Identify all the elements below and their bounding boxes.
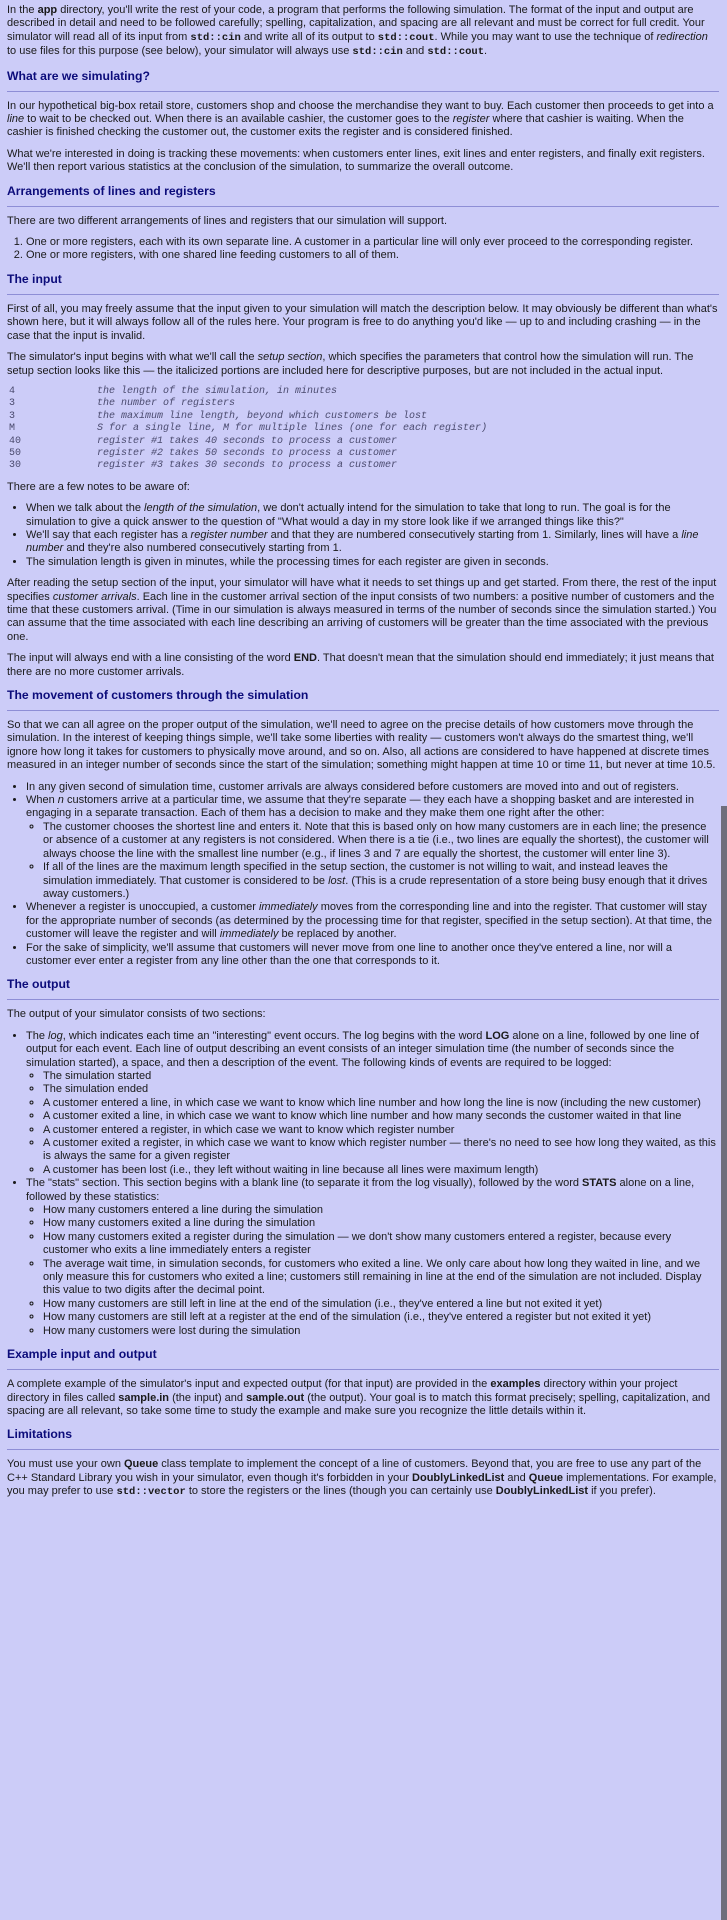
list-item: ◦ A customer entered a register, in which case we want to know which register number <box>43 1124 719 1137</box>
list-item: ◦ How many customers were lost during the simulation <box>43 1325 719 1338</box>
list-item: ◦ A customer has been lost (i.e., they left without waiting in line because all lines were maximum length) <box>43 1164 719 1177</box>
document <box>7 4 719 1508</box>
arrangements-list <box>7 236 719 263</box>
file-sample-out: sample.out <box>246 1391 305 1404</box>
list-item <box>26 1030 719 1177</box>
output-paragraph: The output of your simulator consists of two sections: <box>7 1008 266 1021</box>
text: In the <box>7 4 38 16</box>
list-item <box>26 794 719 901</box>
term: lost <box>328 874 346 887</box>
text: . While you may want to use the technique of <box>434 30 657 43</box>
code-value: 3 <box>9 410 16 422</box>
divider <box>7 710 719 711</box>
text: (the input) and <box>169 1391 247 1404</box>
code-value: 50 <box>9 447 22 459</box>
divider <box>7 1449 719 1450</box>
list-item <box>26 502 719 529</box>
text: be replaced by another. <box>278 928 397 941</box>
text: , which indicates each time an "interesting" event occurs. The log begins with the word <box>62 1029 486 1042</box>
sub-list <box>26 1204 719 1338</box>
text: to wait to be checked out. When there is an available cashier, the customer goes to the <box>24 113 453 126</box>
code-value: 30 <box>9 460 22 472</box>
code-desc: register #3 takes 30 seconds to process a customer <box>97 460 398 472</box>
text: customers arrive at a particular time, we assume that they're separate — they each have a shopping basket and are interested in engaging in a separate transaction. Each of them has a decision to make and they make them one right after the other: <box>26 794 694 820</box>
text: . (This is a crude representation of a store being busy enough that it drives away customers.) <box>43 874 708 900</box>
code-row <box>7 411 719 423</box>
text: , which specifies the parameters that control how the simulation will run. The setup section looks like this — the italicized portions are included here for descriptive purposes, but are not included in the actual input. <box>7 351 694 377</box>
list-item: • For the sake of simplicity, we'll assume that customers will never move from one line to another once they've entered a line, nor will a customer ever enter a register from any line other than the one that corresponds to it. <box>26 942 719 969</box>
list-item <box>26 529 719 556</box>
text: The "stats" section. This section begins with a blank line (to separate it from the log visually), followed by the word <box>26 1177 583 1190</box>
list-item <box>43 861 719 901</box>
dir-examples: examples <box>490 1378 541 1391</box>
heading-input: The input <box>7 271 62 286</box>
term: n <box>57 794 64 807</box>
divider <box>7 91 719 92</box>
code-value: 3 <box>9 398 16 410</box>
list-item: ◦ How many customers exited a register during the simulation — we don't show many customers entered a register, because every customer who exits a line immediately enters a register <box>43 1231 719 1258</box>
list-item: ◦ The simulation started <box>43 1070 719 1083</box>
code-desc: S for a single line, M for multiple lines (one for each register) <box>97 423 488 435</box>
heading-example: Example input and output <box>7 1347 157 1362</box>
input-paragraph-4 <box>7 652 719 679</box>
text: (the output). Your goal is to match this format precisely; spelling, capitalization, and spacing are all relevant, so take some time to study the example and make sure you recognize the little details within it. <box>7 1391 711 1417</box>
redirection-term: redirection <box>656 30 708 43</box>
sub-list <box>26 821 719 901</box>
setup-code-block <box>7 386 719 473</box>
list-item: 2. One or more registers, with one shared line feeding customers to all of them. <box>26 249 719 262</box>
term: length of the simulation <box>144 502 258 515</box>
text: , we don't actually intend for the simulation to take that long to run. The goal is for the simulation to give a quick answer to the question of "What would a day in my store look like if we arranged things like this?" <box>26 502 671 528</box>
list-item: ◦ How many customers entered a line during the simulation <box>43 1204 719 1217</box>
class-queue: Queue <box>528 1471 564 1484</box>
list-item <box>26 1177 719 1338</box>
code-row <box>7 398 719 410</box>
code-cout: std::cout <box>427 46 485 59</box>
list-item: • The simulation length is given in minutes, while the processing times for each register are given in seconds. <box>26 556 719 569</box>
code-vector: std::vector <box>116 1486 186 1499</box>
text: A complete example of the simulator's input and expected output (for that input) are provided in the <box>7 1378 491 1391</box>
code-value: 4 <box>9 385 16 397</box>
divider <box>7 206 719 207</box>
text: alone on a line, followed by these statistics: <box>26 1177 695 1203</box>
text: directory, you'll write the rest of your code, a program that performs the following simulation. The format of the input and output are described in detail and need to be followed carefully; spelling, capitalization, and spacing are all relevant and must be correct for full credit. Your simulator will read all of its input from <box>7 4 705 43</box>
term-register: register <box>452 113 490 126</box>
list-item: ◦ The average wait time, in simulation seconds, for customers who exited a line. We only care about how long they waited in line, and we only measure this for customers who exited a line; customers still remaining in line at the end of the simulation are not included. Display this value to two digits after the decimal point. <box>43 1258 719 1298</box>
text: and write all of its output to <box>240 30 378 43</box>
divider <box>7 1369 719 1370</box>
heading-simulating: What are we simulating? <box>7 68 150 83</box>
keyword-stats: STATS <box>582 1177 617 1190</box>
arrangements-paragraph: There are two different arrangements of lines and registers that our simulation will support. <box>7 214 448 227</box>
code-value: 40 <box>9 435 22 447</box>
list-item: 1. One or more registers, each with its own separate line. A customer in a particular line will only ever proceed to the corresponding register. <box>26 236 719 249</box>
class-dll: DoublyLinkedList <box>495 1485 589 1498</box>
class-queue: Queue <box>124 1458 159 1471</box>
list-item: ◦ A customer entered a line, in which case we want to know which line number and how long the line is now (including the new customer) <box>43 1097 719 1110</box>
code-desc: register #2 takes 50 seconds to process a customer <box>97 447 398 459</box>
code-desc: register #1 takes 40 seconds to process a customer <box>97 435 398 447</box>
text: and they're also numbered consecutively starting from 1. <box>63 542 342 555</box>
text: The <box>26 1029 49 1042</box>
heading-limitations: Limitations <box>7 1427 73 1442</box>
list-item <box>26 901 719 941</box>
text: Whenever a register is unoccupied, a customer <box>26 901 259 914</box>
keyword-log: LOG <box>485 1029 510 1042</box>
term: log <box>48 1029 63 1042</box>
file-sample-in: sample.in <box>118 1391 170 1404</box>
text: and that they are numbered consecutively starting from 1. Similarly, lines will have a <box>267 528 682 541</box>
input-paragraph-3 <box>7 577 719 644</box>
input-paragraph-1: First of all, you may freely assume that the input given to your simulation will match the description below. It may obviously be different than what's shown here, but it will always follow all of the rules here. Your program is free to do anything you'd like — up to and including crashing — in the case that the input is invalid. <box>7 302 718 342</box>
notes-list <box>7 502 719 569</box>
example-paragraph <box>7 1378 719 1418</box>
term-setup-section: setup section <box>257 351 323 364</box>
keyword-end: END <box>293 652 317 665</box>
code-desc: the number of registers <box>97 398 236 410</box>
text: if you prefer). <box>588 1485 656 1498</box>
text: implementations. For example, you may prefer to use <box>7 1471 717 1498</box>
code-cin: std::cin <box>352 46 403 59</box>
output-list <box>7 1030 719 1338</box>
limitations-paragraph <box>7 1458 719 1499</box>
simulating-paragraph-2: What we're interested in doing is tracking these movements: when customers enter lines, exit lines and enter registers, and finally exit registers. We'll then report various statistics at the conclusion of the simulation, to summarize the overall outcome. <box>7 147 705 174</box>
text: and <box>504 1471 529 1484</box>
text: In our hypothetical big-box retail store, customers shop and choose the merchandise they want to buy. Each customer then proceeds to get into a <box>7 99 714 112</box>
heading-arrangements: Arrangements of lines and registers <box>7 183 216 198</box>
simulating-paragraph-1 <box>7 100 719 140</box>
notes-intro: There are a few notes to be aware of: <box>7 480 190 493</box>
app-dir: app <box>37 4 58 16</box>
term: register number <box>190 528 268 541</box>
code-row <box>7 460 719 472</box>
text: to store the registers or the lines (though you can certainly use <box>185 1485 496 1498</box>
list-item: ◦ How many customers are still left at a register at the end of the simulation (i.e., they've entered a register but not exited it yet) <box>43 1311 719 1324</box>
term: customer arrivals <box>52 590 137 603</box>
text: . That doesn't mean that the simulation should end immediately; it just means that there are no more customer arrivals. <box>7 652 714 678</box>
list-item: • In any given second of simulation time, customer arrivals are always considered before customers are moved into and out of registers. <box>26 781 719 794</box>
text: . Each line in the customer arrival section of the input consists of two numbers: a positive number of customers and the time that these customers arrival. (Time in our simulation is always measured in terms of the number of seconds since the simulation started.) You can assume that the time associated with each line describing an arriving of customers will be greater than the time associated with the previous one. <box>7 590 717 643</box>
code-desc: the length of the simulation, in minutes <box>97 385 338 397</box>
text: When <box>26 794 58 807</box>
list-item: ◦ A customer exited a register, in which case we want to know which register number — there's no need to see how long they waited, as this is always the same for a given register <box>43 1137 719 1164</box>
text: and <box>402 45 428 58</box>
text: After reading the setup section of the input, your simulator will have what it needs to set things up and get started. From there, the rest of the input specifies <box>7 577 717 603</box>
text: directory within your project directory in files called <box>7 1378 678 1404</box>
scrollbar[interactable] <box>721 806 727 1920</box>
code-row <box>7 448 719 460</box>
list-item: ◦ A customer exited a line, in which case we want to know which line number and how many seconds the customer waited in that line <box>43 1110 719 1123</box>
code-desc: the maximum line length, beyond which customers be lost <box>97 410 428 422</box>
list-item: ◦ How many customers are still left in line at the end of the simulation (i.e., they've entered a line but not exited it yet) <box>43 1298 719 1311</box>
term: line number <box>26 528 699 555</box>
movement-paragraph: So that we can all agree on the proper output of the simulation, we'll need to agree on the precise details of how customers move through the simulation. In the interest of keeping things simple, we'll take some liberties with reality — customers won't always do the smartest thing, we'll ignore how long it takes for customers to physically move around, and so on. Also, all actions are considered to have happened at discrete times measured in an integer number of seconds since the start of the simulation; something might happen at time 10 or time 11, but never at time 10.5. <box>7 719 716 772</box>
code-cout: std::cout <box>377 31 435 44</box>
code-row <box>7 423 719 435</box>
sub-list <box>26 1070 719 1177</box>
list-item: ◦ The simulation ended <box>43 1083 719 1096</box>
text: When we talk about the <box>26 502 145 515</box>
text: alone on a line, followed by one line of output for each event. Each line of output describing an event consists of an integer simulation time (the number of seconds since the simulation started), a space, and then a description of the event. The following kinds of events are required to be logged: <box>26 1029 699 1069</box>
code-cin: std::cin <box>190 31 241 44</box>
text: . <box>484 45 488 58</box>
input-paragraph-2 <box>7 351 719 378</box>
movement-list <box>7 781 719 969</box>
heading-movement: The movement of customers through the simulation <box>7 688 309 703</box>
class-dll: DoublyLinkedList <box>412 1471 505 1484</box>
intro-paragraph <box>7 4 719 60</box>
text: where that cashier is waiting. When the cashier is finished checking the customer out, the customer exits the register and is considered finished. <box>7 113 684 139</box>
text: The simulator's input begins with what we'll call the <box>7 351 258 364</box>
heading-output: The output <box>7 977 70 992</box>
divider <box>7 999 719 1000</box>
term: immediately <box>219 928 279 941</box>
code-row <box>7 436 719 448</box>
text: to use files for this purpose (see below), your simulator will always use <box>7 45 353 58</box>
divider <box>7 294 719 295</box>
code-value: M <box>9 423 16 435</box>
list-item: ◦ The customer chooses the shortest line and enters it. Note that this is based only on how many customers are in each line; the presence or absence of a customer at any registers is not considered. When there is a tie (i.e., two lines are equally the shortest), the customer will always choose the line with the smallest line number (e.g., if lines 3 and 7 are equally the shortest, the customer will enter line 3). <box>43 821 719 861</box>
term: immediately <box>258 901 318 914</box>
list-item: ◦ How many customers exited a line during the simulation <box>43 1217 719 1230</box>
text: The input will always end with a line consisting of the word <box>7 652 294 665</box>
text: You must use your own <box>7 1458 124 1471</box>
code-row <box>7 386 719 398</box>
text: If all of the lines are the maximum length specified in the setup section, the customer is not willing to wait, and instead leaves the simulation immediately. That customer is considered to be <box>43 861 668 887</box>
text: class template to implement the concept of a line of customers. Beyond that, you are free to use any part of the C++ Standard Library you wish in your simulator, even though it's forbidden in your <box>7 1458 702 1484</box>
text: We'll say that each register has a <box>26 528 191 541</box>
term-line: line <box>7 113 25 126</box>
text: moves from the corresponding line and into the register. That customer will stay for the appropriate number of seconds (as determined by the processing time for that register, specified in the setup section). At that time, the customer will leave the register and will <box>26 901 713 941</box>
